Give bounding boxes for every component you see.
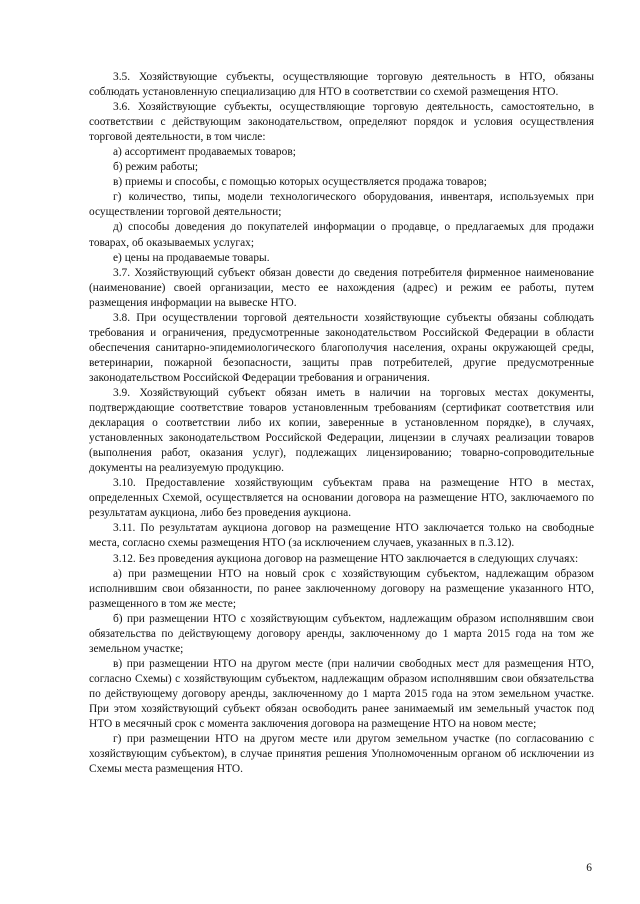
case-item-v: в) при размещении НТО на другом месте (при наличии свободных мест для размещения НТО, согласно Схемы) с хозяйствующим субъектом, надлежащим образом исполнявшим свои обязательства по действующему договору аренды, заключенному до 1 марта 2015 года на этом земельном участке. При этом хозяйствующий субъект обязан освободить ранее занимаемый им земельный участок под НТО в месячный срок с момента заключения договора на размещение НТО на новом месте; [89, 657, 594, 731]
list-item-g: г) количество, типы, модели технологического оборудования, инвентаря, используемых при осуществлении торговой деятельности; [89, 191, 594, 219]
document-body [89, 70, 594, 777]
paragraph-3-11: 3.11. По результатам аукциона договор на размещение НТО заключается только на свободные места, согласно схемы размещения НТО (за исключением случаев, указанных в п.3.12). [89, 522, 594, 550]
list-item-b: б) режим работы; [113, 161, 199, 174]
paragraph-3-6: 3.6. Хозяйствующие субъекты, осуществляющие торговую деятельность, самостоятельно, в соответствии с действующим законодательством, определяют порядок и условия осуществления торговой деятельности, в том числе: [89, 101, 594, 144]
page-number: 6 [586, 862, 592, 874]
case-item-g: г) при размещении НТО на другом месте или другом земельном участке (по согласованию с хозяйствующим субъектом), в случае принятия решения Уполномоченным органом об исключении из Схемы места размещения НТО. [89, 733, 594, 776]
list-item-a: а) ассортимент продаваемых товаров; [113, 146, 296, 159]
case-item-a: а) при размещении НТО на новый срок с хозяйствующим субъектом, надлежащим образом исполнившим свои обязанности, по ранее заключенному договору на размещение указанного НТО, размещенного в том же месте; [89, 567, 594, 610]
paragraph-3-12: 3.12. Без проведения аукциона договор на размещение НТО заключается в следующих случаях: [113, 552, 579, 565]
list-item-e: е) цены на продаваемые товары. [113, 251, 270, 264]
paragraph-3-10: 3.10. Предоставление хозяйствующим субъектам права на размещение НТО в местах, определенных Схемой, осуществляется на основании договора на размещение НТО, заключаемого по результатам аукциона, либо без проведения аукциона. [89, 477, 594, 520]
paragraph-3-8: 3.8. При осуществлении торговой деятельности хозяйствующие субъекты обязаны соблюдать требования и ограничения, предусмотренные законодательством Российской Федерации в области обеспечения санитарно-эпидемиологического благополучия населения, охраны окружающей среды, ветеринарии, пожарной безопасности, защиты прав потребителей, другие предусмотренные законодательством Российской Федерации требования и ограничения. [89, 311, 594, 384]
paragraph-3-5: 3.5. Хозяйствующие субъекты, осуществляющие торговую деятельность в НТО, обязаны соблюдать установленную специализацию для НТО в соответствии со схемой размещения НТО. [89, 71, 594, 99]
paragraph-3-7: 3.7. Хозяйствующий субъект обязан довести до сведения потребителя фирменное наименование (наименование) своей организации, место ее нахождения (адрес) и режим ее работы, путем размещения информации на вывеске НТО. [89, 266, 594, 309]
paragraph-3-9: 3.9. Хозяйствующий субъект обязан иметь в наличии на торговых местах документы, подтверждающие соответствие товаров установленным требованиям (сертификат соответствия или декларация о соответствии либо их копии, заверенные в установленном порядке), в случаях, установленных законодательством Российской Федерации, лицензии в случаях реализации товаров (выполнения работ, оказания услуг), подлежащих лицензированию; товарно-сопроводительные документы на реализуемую продукцию. [89, 386, 594, 475]
list-item-d: д) способы доведения до покупателей информации о продавце, о предлагаемых для продажи товарах, об оказываемых услугах; [89, 221, 594, 249]
list-item-v: в) приемы и способы, с помощью которых осуществляется продажа товаров; [113, 176, 487, 189]
case-item-b: б) при размещении НТО с хозяйствующим субъектом, надлежащим образом исполнявшим свои обязательства по действующему договору аренды, заключенному до 1 марта 2015 года на том же земельном участке; [89, 612, 594, 655]
